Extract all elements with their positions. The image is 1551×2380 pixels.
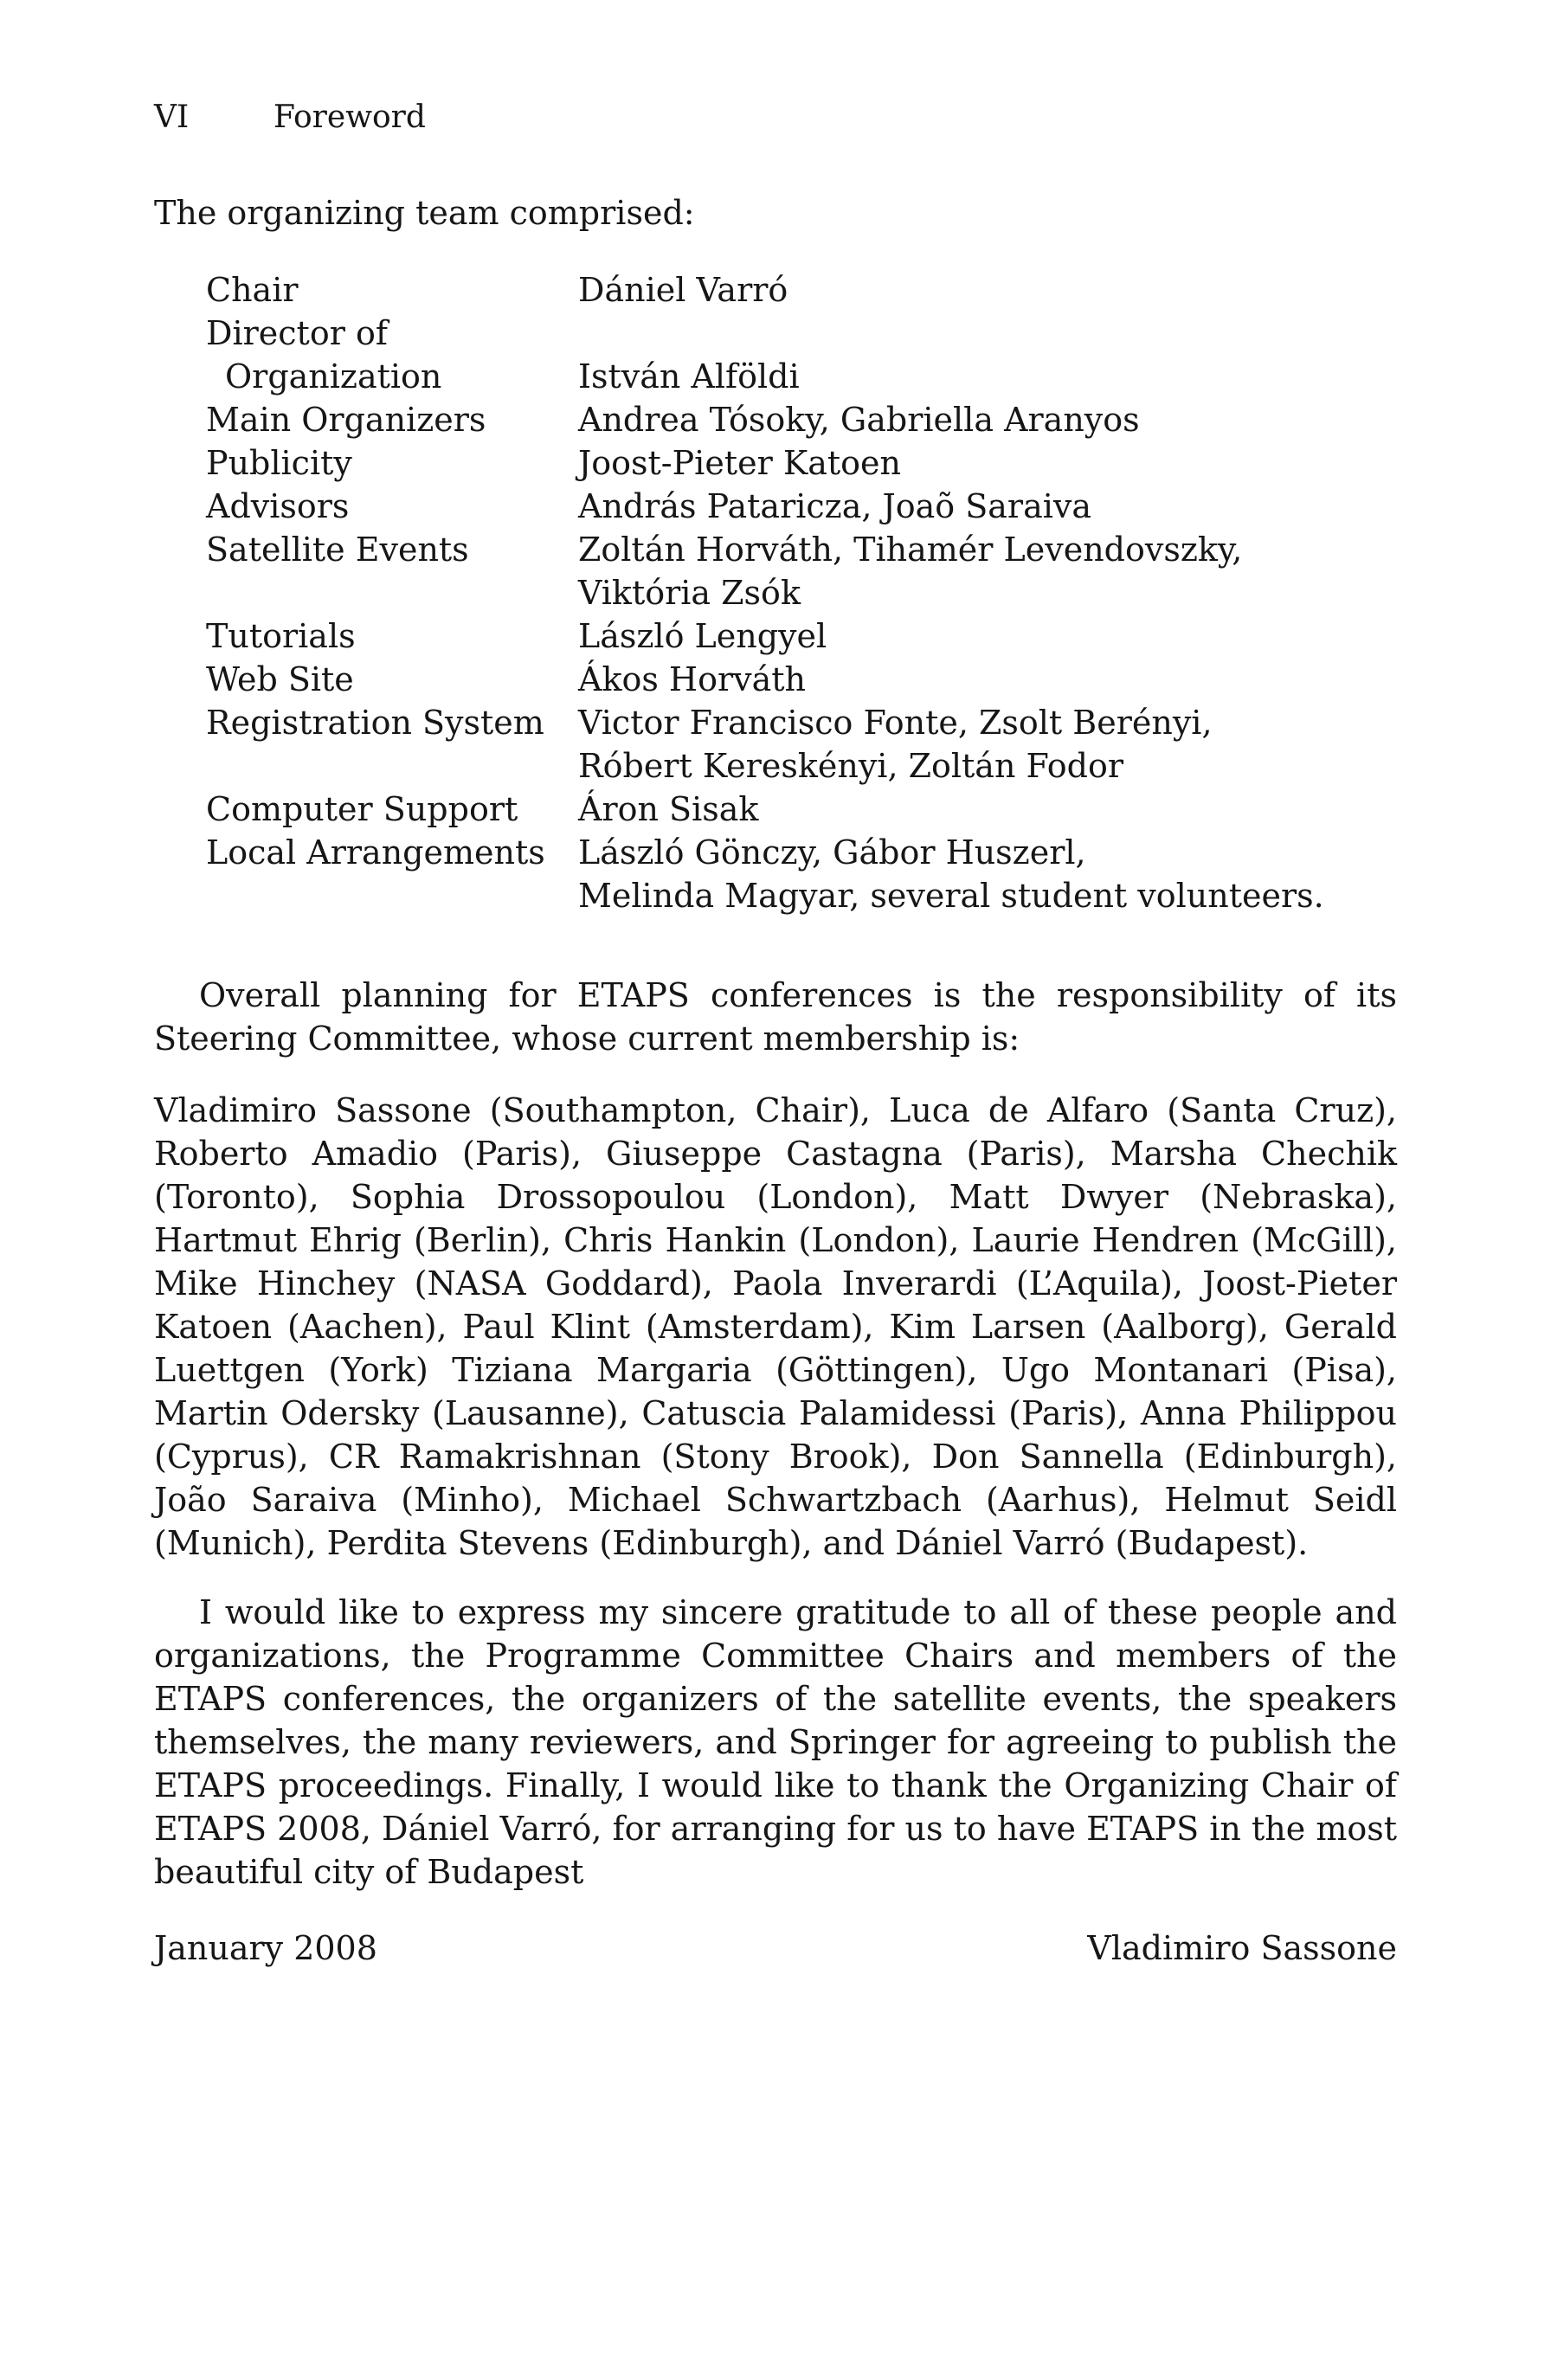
name-line: Dániel Varró [578, 271, 788, 309]
role-line: Web Site [206, 660, 354, 698]
role-line: Director of [206, 314, 388, 352]
steering-committee-intro: Overall planning for ETAPS conferences is the responsibility of its Steering Committee, whose current membership is: [154, 976, 1397, 1058]
organizing-team-names [578, 831, 1340, 917]
organizing-team-names [578, 614, 1340, 658]
organizing-team-row [206, 831, 1340, 917]
organizing-team-row [206, 398, 1340, 441]
organizing-team-row [206, 614, 1340, 658]
name-line: László Gönczy, Gábor Huszerl, [578, 833, 1086, 872]
organizing-team-row [206, 441, 1340, 485]
organizing-team-names [578, 528, 1340, 614]
organizing-team-role [206, 528, 578, 614]
organizing-team-row [206, 312, 1340, 398]
organizing-team-role [206, 701, 578, 788]
role-line: Chair [206, 271, 299, 309]
name-line: Ákos Horváth [578, 660, 806, 698]
organizing-team-row [206, 485, 1340, 528]
signature-block [154, 1926, 1397, 1971]
organizing-team-row [206, 701, 1340, 788]
organizing-team-table [206, 268, 1340, 917]
organizing-team-intro: The organizing team comprised: [154, 194, 695, 232]
signature-author: Vladimiro Sassone [1087, 1929, 1397, 1967]
organizing-team-row [206, 788, 1340, 831]
name-line: László Lengyel [578, 617, 827, 655]
organizing-team-names [578, 268, 1340, 312]
organizing-team-role [206, 614, 578, 658]
organizing-team-names [578, 485, 1340, 528]
name-line: András Pataricza, Joaõ Saraiva [578, 487, 1092, 525]
organizing-team-row [206, 528, 1340, 614]
role-line: Computer Support [206, 790, 518, 828]
organizing-team-role [206, 268, 578, 312]
organizing-team-names [578, 398, 1340, 441]
role-line: Tutorials [206, 617, 356, 655]
role-line: Registration System [206, 704, 544, 742]
organizing-team-role [206, 788, 578, 831]
name-line: Andrea Tósoky, Gabriella Aranyos [578, 401, 1140, 439]
organizing-team-names [578, 701, 1340, 788]
name-line: Áron Sisak [578, 790, 759, 828]
role-line: Main Organizers [206, 401, 486, 439]
organizing-team-role [206, 398, 578, 441]
organizing-team-names [578, 658, 1340, 701]
name-line: Joost-Pieter Katoen [578, 444, 901, 482]
role-line: Organization [225, 357, 442, 396]
gratitude-paragraph: I would like to express my sincere gratitude to all of these people and organizations, the Programme Committee Chairs and members of the ETAPS conferences, the organizers of the satellite events, the speakers themselves, the many reviewers, and Springer for agreeing to publish the ETAPS proceedings. Finally, I would like to thank the Organizing Chair of ETAPS 2008, Dániel Varró, for arranging for us to have ETAPS in the most beautiful city of Budapest [154, 1593, 1397, 1891]
running-header [154, 95, 426, 140]
steering-committee-members: Vladimiro Sassone (Southampton, Chair), Luca de Alfaro (Santa Cruz), Roberto Amadio (Paris), Giuseppe Castagna (Paris), Marsha Chechik (Toronto), Sophia Drossopoulou (London), Matt Dwyer (Nebraska), Hartmut Ehrig (Berlin), Chris Hankin (London), Laurie Hendren (McGill), Mike Hinchey (NASA Goddard), Paola Inverardi (L’Aquila), Joost-Pieter Katoen (Aachen), Paul Klint (Amsterdam), Kim Larsen (Aalborg), Gerald Luettgen (York) Tiziana Margaria (Göttingen), Ugo Montanari (Pisa), Martin Odersky (Lausanne), Catuscia Palamidessi (Paris), Anna Philippou (Cyprus), CR Ramakrishnan (Stony Brook), Don Sannella (Edinburgh), João Saraiva (Minho), Michael Schwartzbach (Aarhus), Helmut Seidl (Munich), Perdita Stevens (Edinburgh), and Dániel Varró (Budapest). [154, 1091, 1397, 1562]
name-line: Róbert Kereskényi, Zoltán Fodor [578, 747, 1124, 785]
organizing-team-names [578, 312, 1340, 398]
name-line: Melinda Magyar, several student volunteers. [578, 877, 1324, 915]
role-line: Local Arrangements [206, 833, 545, 872]
name-line: Zoltán Horváth, Tihamér Levendovszky, [578, 531, 1243, 569]
signature-date: January 2008 [154, 1929, 377, 1967]
role-line: Satellite Events [206, 531, 469, 569]
organizing-team-role [206, 831, 578, 917]
organizing-team-names [578, 788, 1340, 831]
organizing-team-role [206, 312, 578, 398]
name-line: István Alföldi [578, 357, 800, 396]
role-line: Advisors [206, 487, 350, 525]
organizing-team-role [206, 485, 578, 528]
role-line: Publicity [206, 444, 352, 482]
name-line: Victor Francisco Fonte, Zsolt Berényi, [578, 704, 1213, 742]
name-line [578, 312, 1340, 355]
organizing-team-role [206, 658, 578, 701]
running-title: Foreword [274, 100, 426, 135]
page-number: VI [154, 100, 190, 135]
name-line: Viktória Zsók [578, 574, 801, 612]
organizing-team-names [578, 441, 1340, 485]
organizing-team-role [206, 441, 578, 485]
organizing-team-row [206, 658, 1340, 701]
organizing-team-row [206, 268, 1340, 312]
